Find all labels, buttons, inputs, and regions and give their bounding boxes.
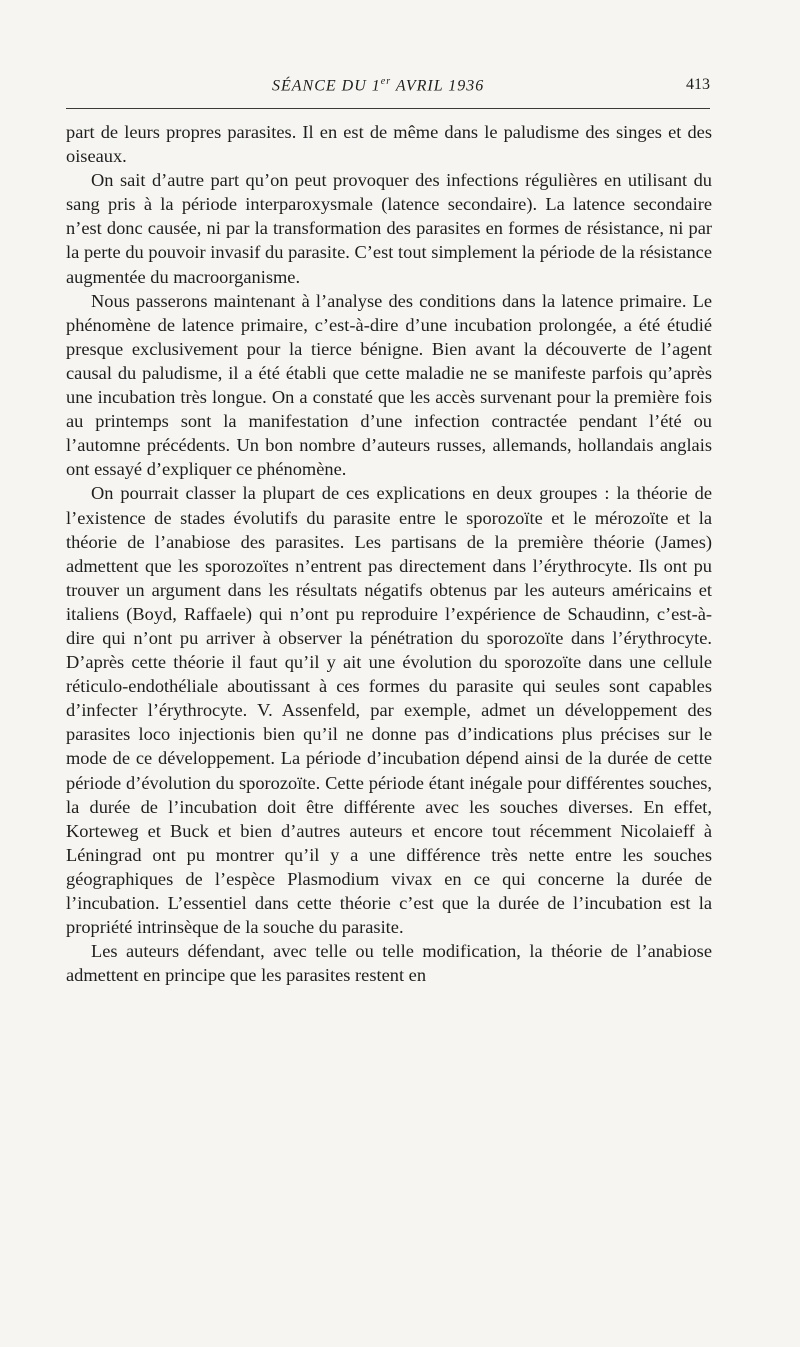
paragraph-1: part de leurs propres parasites. Il en est de même dans le paludisme des singes et des oiseaux. [66,122,712,167]
paragraph-4: On pourrait classer la plupart de ces explications en deux groupes : la théorie de l’existence de stades évolutifs du parasite entre le sporozoïte et le mérozoïte et la théorie de l’anabiose des parasites. Les partisans de la première théorie (James) admettent que les sporozoïtes n’entrent pas directement dans l’érythrocyte. Ils ont pu trouver un argument dans les résultats négatifs obtenus par les auteurs américains et italiens (Boyd, Raffaele) qui n’ont pu reproduire l’expérience de Schaudinn, c’est-à-dire qui n’ont pu arriver à observer la pénétration du sporozoïte dans l’érythrocyte. D’après cette théorie il faut qu’il y ait une évolution du sporozoïte dans une cellule réticulo-endothéliale aboutissant à ces formes du parasite qui seules sont capables d’infecter l’érythrocyte. V. Assenfeld, par exemple, admet un développement des parasites loco injectionis bien qu’il ne donne pas d’indications plus précises sur le mode de ce développement. La période d’incubation dépend ainsi de la durée de cette période d’évolution du sporozoïte. Cette période étant inégale pour différentes souches, la durée de l’incubation doit être différente avec les souches diverses. En effet, Korteweg et Buck et bien d’autres auteurs et encore tout récemment Nicolaieff à Léningrad ont pu montrer qu’il y a une différence très nette entre les souches géographiques de l’espèce Plasmodium vivax en ce qui concerne la durée de l’incubation. L’essentiel dans cette théorie c’est que la durée de l’incubation est la propriété intrinsèque de la souche du parasite. [66,483,712,938]
header-title-main: SÉANCE DU 1 [272,77,381,95]
header-title [272,76,484,95]
header-rule [66,108,710,109]
body-text [66,120,712,987]
page-number: 413 [686,76,710,93]
header-title-superscript: er [380,76,392,87]
paragraph-3: Nous passerons maintenant à l’analyse des conditions dans la latence primaire. Le phénomène de latence primaire, c’est-à-dire d’une incubation prolongée, a été étudié presque exclusivement pour la tierce bénigne. Bien avant la découverte de l’agent causal du paludisme, il a été établi que cette maladie ne se manifeste parfois qu’après une incubation très longue. On a constaté que les accès survenant pour la première fois au printemps sont la manifestation d’une infection contractée pendant l’été ou l’automne précédents. Un bon nombre d’auteurs russes, allemands, hollandais anglais ont essayé d’expliquer ce phénomène. [66,290,712,480]
paragraph-2: On sait d’autre part qu’on peut provoquer des infections régulières en utilisant du sang pris à la période interparoxysmale (latence secondaire). La latence secondaire n’est donc causée, ni par la transformation des parasites en formes de résistance, ni par la perte du pouvoir invasif du parasite. C’est tout simplement la période de la résistance augmentée du macroorganisme. [66,170,712,287]
header-title-date: AVRIL 1936 [391,77,485,95]
running-header [62,76,712,100]
paragraph-5: Les auteurs défendant, avec telle ou telle modification, la théorie de l’anabiose admettent en principe que les parasites restent en [66,941,712,986]
